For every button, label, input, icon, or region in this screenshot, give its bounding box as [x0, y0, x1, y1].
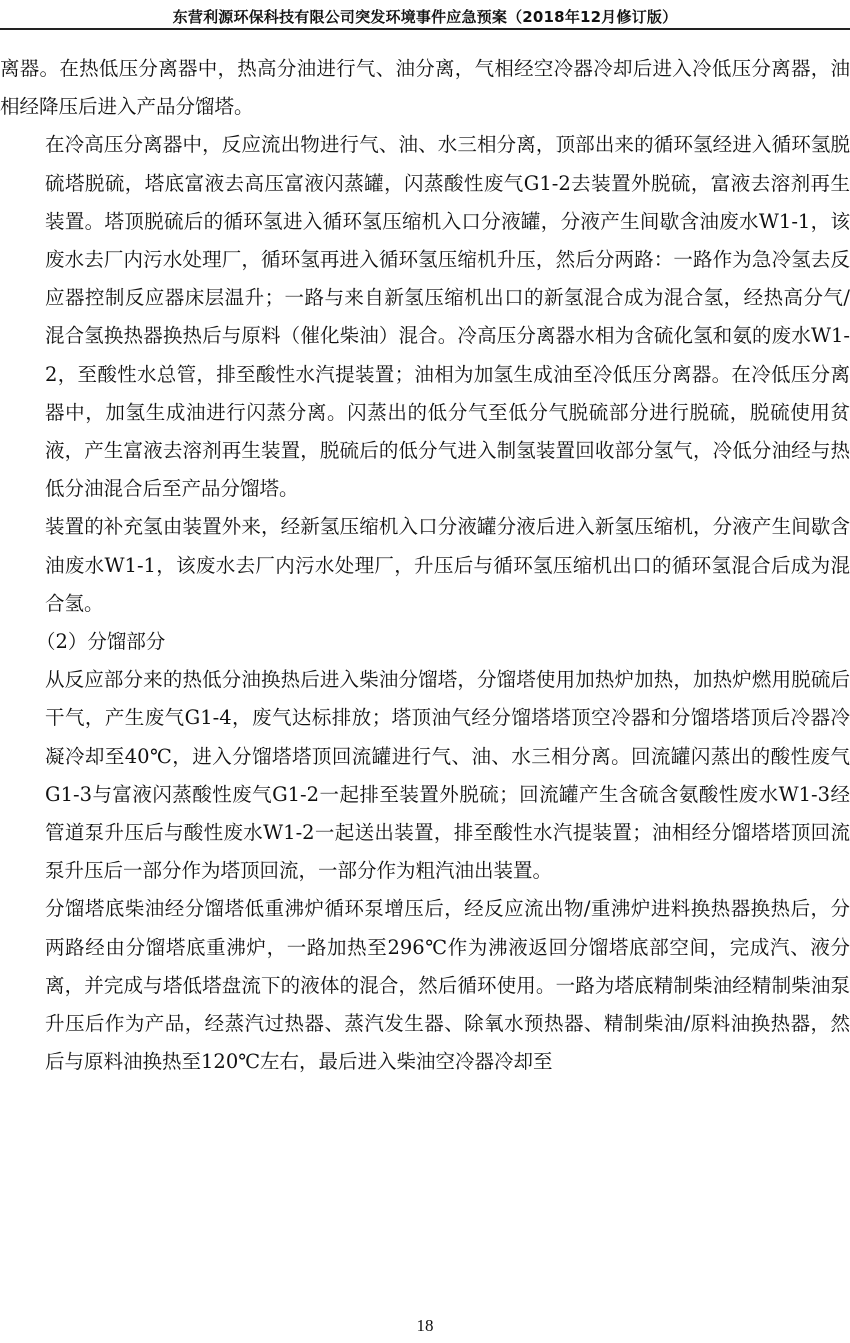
- paragraph-continuation: 离器。在热低压分离器中，热高分油进行气、油分离，气相经空冷器冷却后进入冷低压分离器，油相经降压后进入产品分馏塔。: [0, 57, 850, 119]
- page-header: [0, 0, 850, 32]
- page-number: 18: [416, 1316, 434, 1335]
- paragraph-fractionation-tower: 从反应部分来的热低分油换热后进入柴油分馏塔，分馏塔使用加热炉加热，加热炉燃用脱硫后干气，产生废气G1-4，废气达标排放；塔顶油气经分馏塔塔顶空冷器和分馏塔塔顶后冷器冷凝冷却至40℃，进入分馏塔塔顶回流罐进行气、油、水三相分离。回流罐闪蒸出的酸性废气G1-3与富液闪蒸酸性废气G1-2一起排至装置外脱硫；回流罐产生含硫含氨酸性废水W1-3经管道泵升压后与酸性废水W1-2一起送出装置，排至酸性水汽提装置；油相经分馏塔塔顶回流泵升压后一部分作为塔顶回流，一部分作为粗汽油出装置。: [45, 668, 850, 883]
- paragraph-makeup-hydrogen: 装置的补充氢由装置外来，经新氢压缩机入口分液罐分液后进入新氢压缩机，分液产生间歇含油废水W1-1，该废水去厂内污水处理厂，升压后与循环氢压缩机出口的循环氢混合后成为混合氢。: [45, 515, 850, 615]
- header-title: 东营利源环保科技有限公司突发环境事件应急预案（2018年12月修订版）: [172, 8, 678, 26]
- paragraph-cold-high-pressure-separator: 在冷高压分离器中，反应流出物进行气、油、水三相分离，顶部出来的循环氢经进入循环氢脱硫塔脱硫，塔底富液去高压富液闪蒸罐，闪蒸酸性废气G1-2去装置外脱硫，富液去溶剂再生装置。塔顶脱硫后的循环氢进入循环氢压缩机入口分液罐，分液产生间歇含油废水W1-1，该废水去厂内污水处理厂，循环氢再进入循环氢压缩机升压，然后分两路：一路作为急冷氢去反应器控制反应器床层温升；一路与来自新氢压缩机出口的新氢混合成为混合氢，经热高分气/混合氢换热器换热后与原料（催化柴油）混合。冷高压分离器水相为含硫化氢和氨的废水W1-2，至酸性水总管，排至酸性水汽提装置；油相为加氢生成油至冷低压分离器。在冷低压分离器中，加氢生成油进行闪蒸分离。闪蒸出的低分气至低分气脱硫部分进行脱硫，脱硫使用贫液，产生富液去溶剂再生装置，脱硫后的低分气进入制氢装置回收部分氢气，冷低分油经与热低分油混合后至产品分馏塔。: [45, 133, 850, 501]
- document-body: [0, 50, 850, 1081]
- header-rule: [0, 28, 850, 30]
- section-heading-fractionation: （2）分馏部分: [36, 630, 166, 654]
- paragraph-tower-bottom-diesel: 分馏塔底柴油经分馏塔低重沸炉循环泵增压后，经反应流出物/重沸炉进料换热器换热后，分两路经由分馏塔底重沸炉，一路加热至296℃作为沸液返回分馏塔底部空间，完成汽、液分离，并完成与塔低塔盘流下的液体的混合，然后循环使用。一路为塔底精制柴油经精制柴油泵升压后作为产品，经蒸汽过热器、蒸汽发生器、除氧水预热器、精制柴油/原料油换热器，然后与原料油换热至120℃左右，最后进入柴油空冷器冷却至: [45, 897, 850, 1074]
